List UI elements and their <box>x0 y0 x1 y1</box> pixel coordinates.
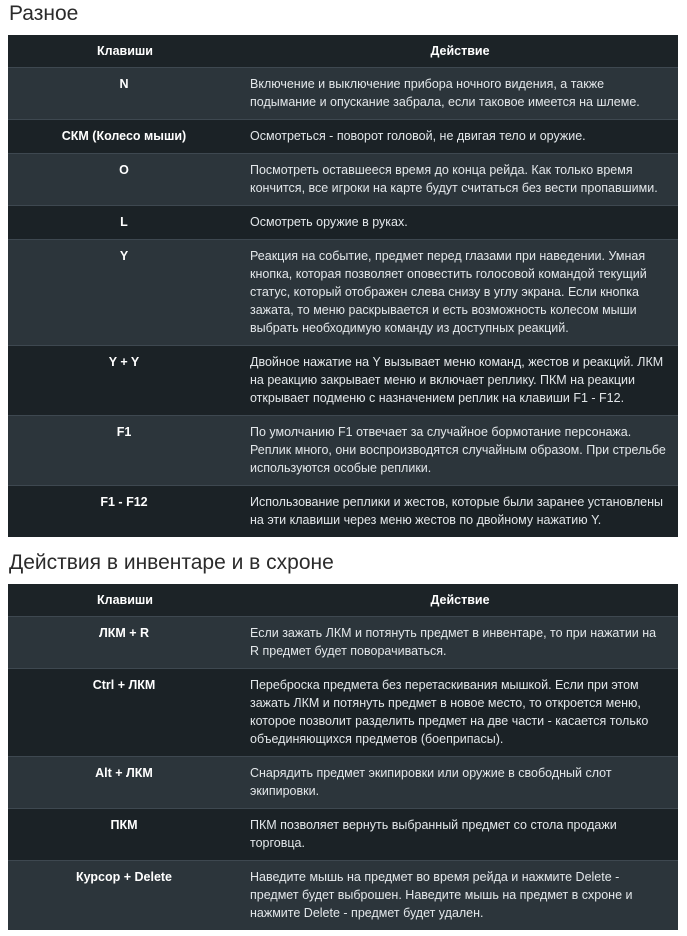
table-row <box>8 240 678 346</box>
table-row <box>8 206 678 240</box>
table-row <box>8 68 678 120</box>
action-cell: Реакция на событие, предмет перед глазами при наведении. Умная кнопка, которая позволяет оповестить голосовой командой текущий статус, который отображен слева снизу в углу экрана. Если кнопка зажата, то меню раскрывается и есть возможность колесом мыши выбрать необходимую команду из доступных реакций. <box>242 240 678 346</box>
action-cell: Двойное нажатие на Y вызывает меню команд, жестов и реакций. ЛКМ на реакцию закрывает меню и включает реплику. ПКМ на реакции открывает подменю с назначением реплик на клавиши F1 - F12. <box>242 346 678 416</box>
action-cell: Снарядить предмет экипировки или оружие в свободный слот экипировки. <box>242 757 678 809</box>
key-cell: СКМ (Колесо мыши) <box>8 120 242 154</box>
section-title-misc: Разное <box>9 2 79 25</box>
key-cell: L <box>8 206 242 240</box>
action-cell: По умолчанию F1 отвечает за случайное бормотание персонажа. Реплик много, они воспроизводятся случайным образом. При стрельбе используются особые реплики. <box>242 416 678 486</box>
key-cell: Ctrl + ЛКМ <box>8 669 242 757</box>
table-row <box>8 617 678 669</box>
action-cell: Переброска предмета без перетаскивания мышкой. Если при этом зажать ЛКМ и потянуть предмет в новое место, то откроется меню, которое позволит разделить предмет на две части - касается только объединяющихся предметов (боеприпасы). <box>242 669 678 757</box>
key-cell: O <box>8 154 242 206</box>
table-header-row <box>8 584 678 617</box>
action-cell: ПКМ позволяет вернуть выбранный предмет со стола продажи торговца. <box>242 809 678 861</box>
column-header-action: Действие <box>242 584 678 617</box>
key-cell: F1 - F12 <box>8 486 242 538</box>
table-header-row <box>8 35 678 68</box>
key-cell: N <box>8 68 242 120</box>
action-cell: Использование реплики и жестов, которые были заранее установлены на эти клавиши через меню жестов по двойному нажатию Y. <box>242 486 678 538</box>
table-row <box>8 346 678 416</box>
table-row <box>8 669 678 757</box>
key-cell: Y <box>8 240 242 346</box>
table-row <box>8 120 678 154</box>
table-row <box>8 154 678 206</box>
table-row <box>8 416 678 486</box>
table-row <box>8 861 678 931</box>
key-cell: ЛКМ + R <box>8 617 242 669</box>
action-cell: Наведите мышь на предмет во время рейда и нажмите Delete - предмет будет выброшен. Наведите мышь на предмет в схроне и нажмите Delete - предмет будет удален. <box>242 861 678 931</box>
action-cell: Включение и выключение прибора ночного видения, а также подымание и опускание забрала, если таковое имеется на шлеме. <box>242 68 678 120</box>
section-title-inventory: Действия в инвентаре и в схроне <box>9 551 334 574</box>
table-row <box>8 486 678 538</box>
column-header-keys: Клавиши <box>8 35 242 68</box>
action-cell: Осмотреться - поворот головой, не двигая тело и оружие. <box>242 120 678 154</box>
keybind-table-inventory <box>8 584 678 930</box>
key-cell: Курсор + Delete <box>8 861 242 931</box>
table-row <box>8 809 678 861</box>
action-cell: Осмотреть оружие в руках. <box>242 206 678 240</box>
key-cell: Y + Y <box>8 346 242 416</box>
table-row <box>8 757 678 809</box>
column-header-keys: Клавиши <box>8 584 242 617</box>
key-cell: Alt + ЛКМ <box>8 757 242 809</box>
column-header-action: Действие <box>242 35 678 68</box>
key-cell: F1 <box>8 416 242 486</box>
keybind-table-misc <box>8 35 678 537</box>
action-cell: Посмотреть оставшееся время до конца рейда. Как только время кончится, все игроки на карте будут считаться без вести пропавшими. <box>242 154 678 206</box>
key-cell: ПКМ <box>8 809 242 861</box>
action-cell: Если зажать ЛКМ и потянуть предмет в инвентаре, то при нажатии на R предмет будет поворачиваться. <box>242 617 678 669</box>
